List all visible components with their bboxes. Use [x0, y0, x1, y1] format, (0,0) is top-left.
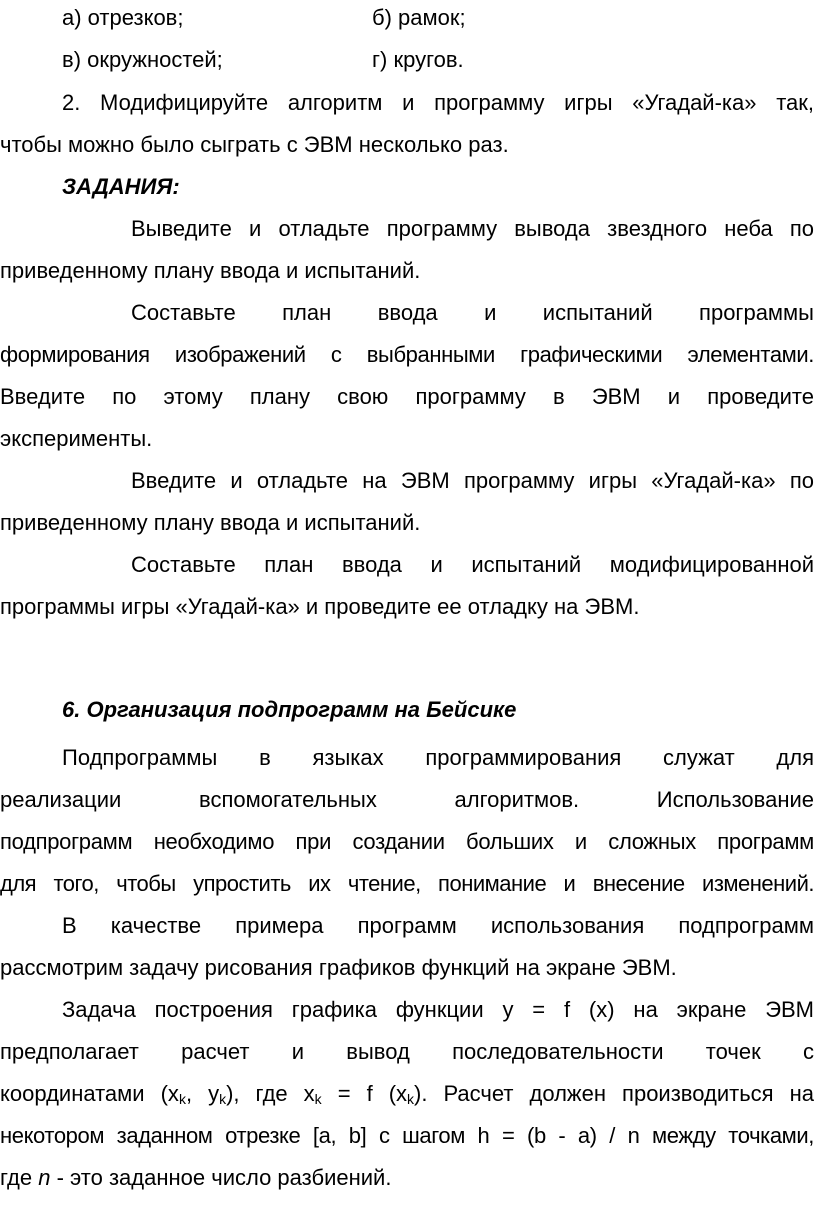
section-p1-line-1: Подпрограммы в языках программирования служат для	[62, 745, 814, 770]
section-p3-line-2: предполагает расчет и вывод последовательности точек с	[0, 1039, 814, 1064]
subscript-k: k	[219, 1091, 227, 1107]
assignment-3-line-1: Введите и отладьте на ЭВМ программу игры «Угадай-ка» по	[131, 468, 814, 493]
text-fragment: координатами (x	[0, 1081, 179, 1106]
assignments-heading: ЗАДАНИЯ:	[62, 174, 180, 199]
variable-n: n	[38, 1165, 51, 1190]
assignment-1-line-1: Выведите и отладьте программу вывода звездного неба по	[131, 216, 814, 241]
section-p3-line-5	[0, 1163, 814, 1193]
assignment-4-line-1: Составьте план ввода и испытаний модифицированной	[131, 552, 814, 577]
assignment-2-line-3: Введите по этому плану свою программу в ЭВМ и проведите	[0, 384, 814, 409]
assignment-4-line-2: программы игры «Угадай-ка» и проведите ее отладку на ЭВМ.	[0, 594, 640, 619]
subscript-k: k	[178, 1091, 186, 1107]
task2-line-1: 2. Модифицируйте алгоритм и программу игры «Угадай-ка» так,	[62, 90, 814, 115]
section-p3-line-3	[0, 1079, 814, 1109]
text-fragment: ). Расчет должен производиться на	[414, 1081, 814, 1106]
section-p1-line-3: подпрограмм необходимо при создании больших и сложных программ	[0, 829, 814, 854]
section-p3-line-1: Задача построения графика функции y = f (x) на экране ЭВМ	[62, 997, 814, 1022]
section-p3-line-4: некотором заданном отрезке [a, b] с шагом h = (b - a) / n между точками,	[0, 1123, 814, 1148]
subscript-k: k	[314, 1091, 322, 1107]
section-p2-line-2: рассмотрим задачу рисования графиков функций на экране ЭВМ.	[0, 955, 677, 980]
option-b: б) рамок;	[372, 5, 466, 30]
assignment-3-line-2: приведенному плану ввода и испытаний.	[0, 510, 421, 535]
option-c: в) окружностей;	[62, 47, 223, 72]
section-p1-line-4: для того, чтобы упростить их чтение, понимание и внесение изменений.	[0, 871, 814, 896]
text-fragment: , y	[185, 1081, 220, 1106]
assignment-2-line-1: Составьте план ввода и испытаний программы	[131, 300, 814, 325]
text-fragment: - это заданное число разбиений.	[50, 1165, 392, 1190]
subscript-k: k	[407, 1091, 415, 1107]
section-p1-line-2: реализации вспомогательных алгоритмов. Использование	[0, 787, 814, 812]
task2-line-2: чтобы можно было сыграть с ЭВМ несколько раз.	[0, 132, 509, 157]
assignment-1-line-2: приведенному плану ввода и испытаний.	[0, 258, 421, 283]
option-a: а) отрезков;	[62, 5, 184, 30]
assignment-2-line-4: эксперименты.	[0, 426, 153, 451]
option-d: г) кругов.	[372, 47, 464, 72]
section-p2-line-1: В качестве примера программ использования подпрограмм	[62, 913, 814, 938]
section-heading: 6. Организация подпрограмм на Бейсике	[62, 697, 517, 722]
assignment-2-line-2: формирования изображений с выбранными графическими элементами.	[0, 342, 814, 367]
text-fragment: ), где x	[226, 1081, 315, 1106]
text-fragment: = f (x	[321, 1081, 408, 1106]
text-fragment: где	[0, 1165, 39, 1190]
